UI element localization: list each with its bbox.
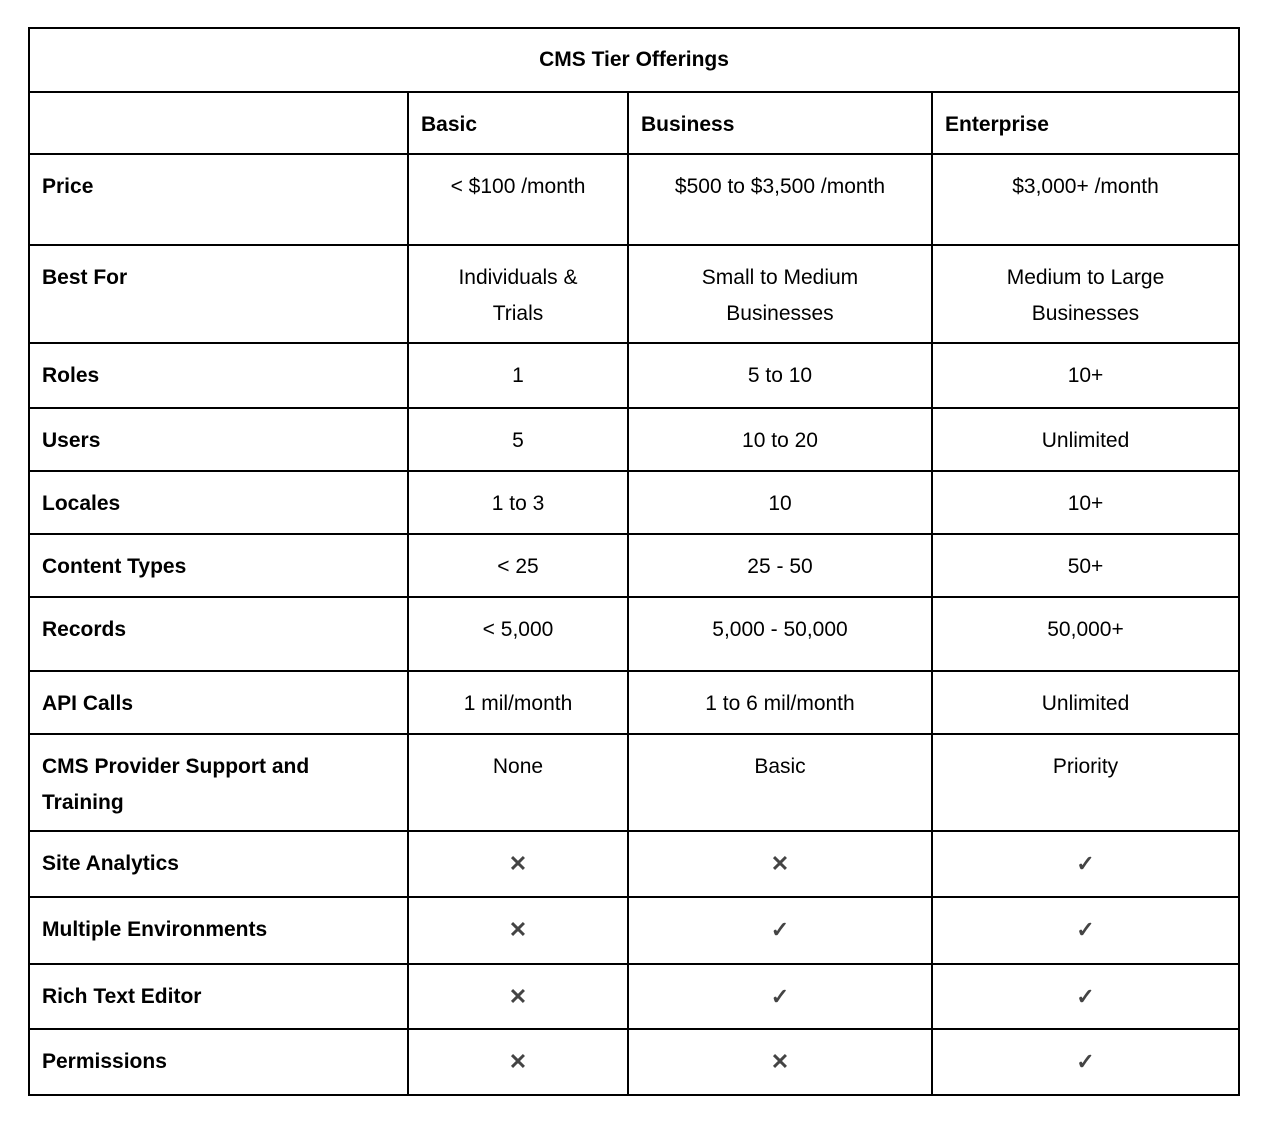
cell: 5	[408, 408, 628, 471]
cell: 1 mil/month	[408, 671, 628, 734]
header-business: Business	[628, 92, 932, 154]
cell: Individuals & Trials	[408, 245, 628, 343]
cell: 25 - 50	[628, 534, 932, 597]
table-row	[29, 831, 1239, 897]
cell: 1 to 3	[408, 471, 628, 534]
cell	[408, 831, 628, 897]
cell: $3,000+ /month	[932, 154, 1239, 245]
header-empty	[29, 92, 408, 154]
row-label: Permissions	[29, 1029, 408, 1095]
x-mark-icon: ✕	[508, 984, 528, 1009]
cell: Unlimited	[932, 671, 1239, 734]
cell	[408, 964, 628, 1029]
cell: 10 to 20	[628, 408, 932, 471]
table-row	[29, 1029, 1239, 1095]
header-enterprise: Enterprise	[932, 92, 1239, 154]
x-mark-icon: ✕	[508, 851, 528, 876]
row-label: CMS Provider Support and Training	[29, 734, 408, 831]
table-row	[29, 734, 1239, 831]
row-label: Locales	[29, 471, 408, 534]
table-row	[29, 343, 1239, 408]
cell: 10	[628, 471, 932, 534]
cell	[932, 831, 1239, 897]
table-row	[29, 964, 1239, 1029]
header-row	[29, 92, 1239, 154]
cell: None	[408, 734, 628, 831]
row-label: API Calls	[29, 671, 408, 734]
cell: 10+	[932, 471, 1239, 534]
cell: < 25	[408, 534, 628, 597]
row-label: Content Types	[29, 534, 408, 597]
check-mark-icon: ✓	[1076, 1049, 1095, 1074]
table-row	[29, 245, 1239, 343]
cell: 10+	[932, 343, 1239, 408]
row-label: Best For	[29, 245, 408, 343]
table-title: CMS Tier Offerings	[29, 28, 1239, 92]
cell: 5 to 10	[628, 343, 932, 408]
cell	[628, 831, 932, 897]
cell	[932, 964, 1239, 1029]
cell: 50,000+	[932, 597, 1239, 671]
x-mark-icon: ✕	[770, 1049, 790, 1074]
x-mark-icon: ✕	[770, 851, 790, 876]
cell: 5,000 - 50,000	[628, 597, 932, 671]
check-mark-icon: ✓	[1076, 851, 1095, 876]
table-row	[29, 471, 1239, 534]
table-row	[29, 408, 1239, 471]
cell	[628, 897, 932, 964]
cell: $500 to $3,500 /month	[628, 154, 932, 245]
cell	[932, 897, 1239, 964]
x-mark-icon: ✕	[508, 917, 528, 942]
row-label: Rich Text Editor	[29, 964, 408, 1029]
row-label: Records	[29, 597, 408, 671]
cell: < $100 /month	[408, 154, 628, 245]
table-row	[29, 671, 1239, 734]
cell: 1	[408, 343, 628, 408]
cell	[628, 964, 932, 1029]
cell: Medium to Large Businesses	[932, 245, 1239, 343]
check-mark-icon: ✓	[770, 984, 790, 1009]
check-mark-icon: ✓	[770, 917, 790, 942]
cell: Small to Medium Businesses	[628, 245, 932, 343]
cell	[932, 1029, 1239, 1095]
cell	[408, 897, 628, 964]
cell: Unlimited	[932, 408, 1239, 471]
cell: Basic	[628, 734, 932, 831]
title-row	[29, 28, 1239, 92]
check-mark-icon: ✓	[1076, 984, 1095, 1009]
table-row	[29, 154, 1239, 245]
table-row	[29, 597, 1239, 671]
cell: 50+	[932, 534, 1239, 597]
cell: < 5,000	[408, 597, 628, 671]
table-row	[29, 897, 1239, 964]
x-mark-icon: ✕	[508, 1049, 528, 1074]
row-label: Site Analytics	[29, 831, 408, 897]
row-label: Roles	[29, 343, 408, 408]
row-label: Users	[29, 408, 408, 471]
row-label: Price	[29, 154, 408, 245]
cell	[408, 1029, 628, 1095]
cell	[628, 1029, 932, 1095]
cell: 1 to 6 mil/month	[628, 671, 932, 734]
cell: Priority	[932, 734, 1239, 831]
row-label: Multiple Environments	[29, 897, 408, 964]
header-basic: Basic	[408, 92, 628, 154]
check-mark-icon: ✓	[1076, 917, 1095, 942]
cms-tier-table	[28, 27, 1240, 1096]
table-row	[29, 534, 1239, 597]
